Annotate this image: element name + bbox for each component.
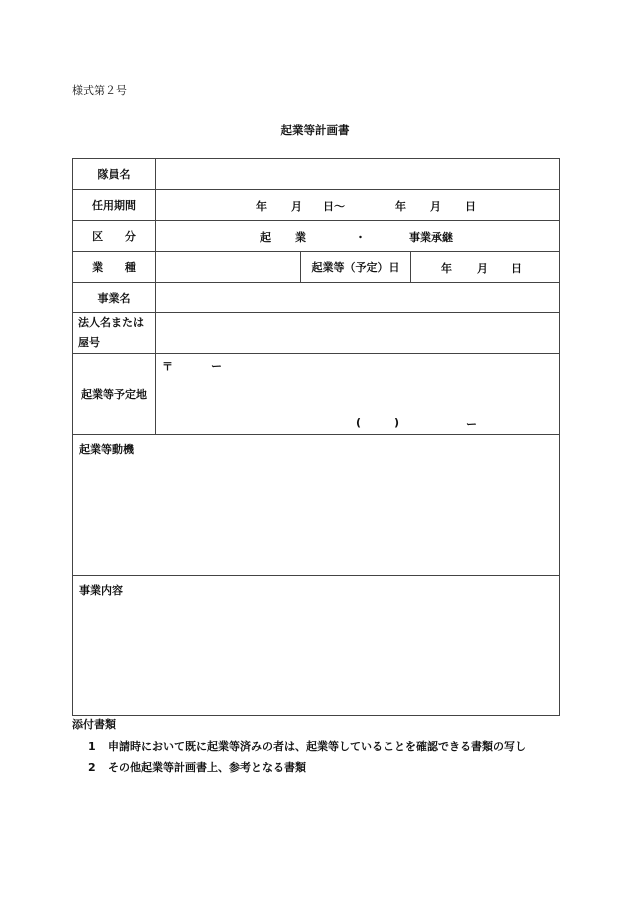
member-name-field[interactable] bbox=[156, 159, 560, 190]
postal-mark: 〒 bbox=[162, 360, 173, 373]
plan-form-table bbox=[72, 158, 560, 716]
motive-box[interactable] bbox=[73, 435, 560, 576]
attachment-item-1-number: 1 bbox=[88, 740, 96, 753]
phone-dash: ー bbox=[466, 418, 477, 431]
corp-name-label-line2: 屋号 bbox=[78, 336, 100, 349]
industry-label bbox=[73, 252, 156, 283]
term-end-day: 日 bbox=[465, 200, 476, 213]
content-label: 事業内容 bbox=[79, 584, 123, 597]
category-option-shokei[interactable]: 事業承継 bbox=[409, 231, 453, 244]
category-separator: ・ bbox=[355, 231, 366, 244]
attachment-item-2-number: 2 bbox=[88, 761, 96, 774]
category-option-kigyo-char1[interactable]: 起 bbox=[260, 231, 271, 244]
corp-name-label bbox=[73, 313, 156, 354]
category-label bbox=[73, 221, 156, 252]
phone-paren-close: ) bbox=[394, 416, 400, 429]
start-date-label: 起業等（予定）日 bbox=[301, 252, 411, 283]
start-date-field[interactable] bbox=[411, 252, 560, 283]
row-content bbox=[73, 576, 560, 716]
term-end-month: 月 bbox=[430, 200, 441, 213]
row-category bbox=[73, 221, 560, 252]
term-field[interactable] bbox=[156, 190, 560, 221]
row-term bbox=[73, 190, 560, 221]
industry-field[interactable] bbox=[156, 252, 301, 283]
location-field[interactable] bbox=[156, 354, 560, 435]
row-motive bbox=[73, 435, 560, 576]
category-label-char1: 区 bbox=[92, 230, 104, 243]
business-name-field[interactable] bbox=[156, 283, 560, 313]
term-start-month: 月 bbox=[291, 200, 302, 213]
start-date-year: 年 bbox=[441, 262, 452, 275]
attachments-heading: 添付書類 bbox=[72, 718, 116, 731]
start-date-month: 月 bbox=[477, 262, 488, 275]
corp-name-label-line1: 法人名または bbox=[78, 316, 144, 329]
motive-label: 起業等動機 bbox=[79, 443, 134, 456]
industry-label-char2: 種 bbox=[124, 261, 136, 274]
row-location bbox=[73, 354, 560, 435]
attachment-item-1 bbox=[88, 738, 526, 754]
business-name-label: 事業名 bbox=[73, 283, 156, 313]
attachment-item-1-text: 申請時において既に起業等済みの者は、起業等していることを確認できる書類の写し bbox=[108, 740, 526, 753]
category-field[interactable] bbox=[156, 221, 560, 252]
phone-paren-open: ( bbox=[356, 416, 362, 429]
location-label: 起業等予定地 bbox=[73, 354, 156, 435]
industry-label-char1: 業 bbox=[92, 261, 104, 274]
form-number: 様式第２号 bbox=[72, 84, 127, 97]
attachment-item-2 bbox=[88, 759, 306, 775]
category-label-char2: 分 bbox=[124, 230, 136, 243]
term-start-day: 日〜 bbox=[323, 200, 345, 213]
start-date-day: 日 bbox=[511, 262, 522, 275]
row-industry bbox=[73, 252, 560, 283]
row-business-name bbox=[73, 283, 560, 313]
content-box[interactable] bbox=[73, 576, 560, 716]
term-start-year: 年 bbox=[256, 200, 267, 213]
corp-name-field[interactable] bbox=[156, 313, 560, 354]
term-label: 任用期間 bbox=[73, 190, 156, 221]
row-member-name bbox=[73, 159, 560, 190]
row-corp-name bbox=[73, 313, 560, 354]
attachment-item-2-text: その他起業等計画書上、参考となる書類 bbox=[108, 761, 306, 774]
term-end-year: 年 bbox=[395, 200, 406, 213]
category-option-kigyo-char2[interactable]: 業 bbox=[295, 231, 306, 244]
postal-dash: ー bbox=[211, 360, 222, 373]
member-name-label: 隊員名 bbox=[73, 159, 156, 190]
document-title: 起業等計画書 bbox=[280, 123, 350, 137]
